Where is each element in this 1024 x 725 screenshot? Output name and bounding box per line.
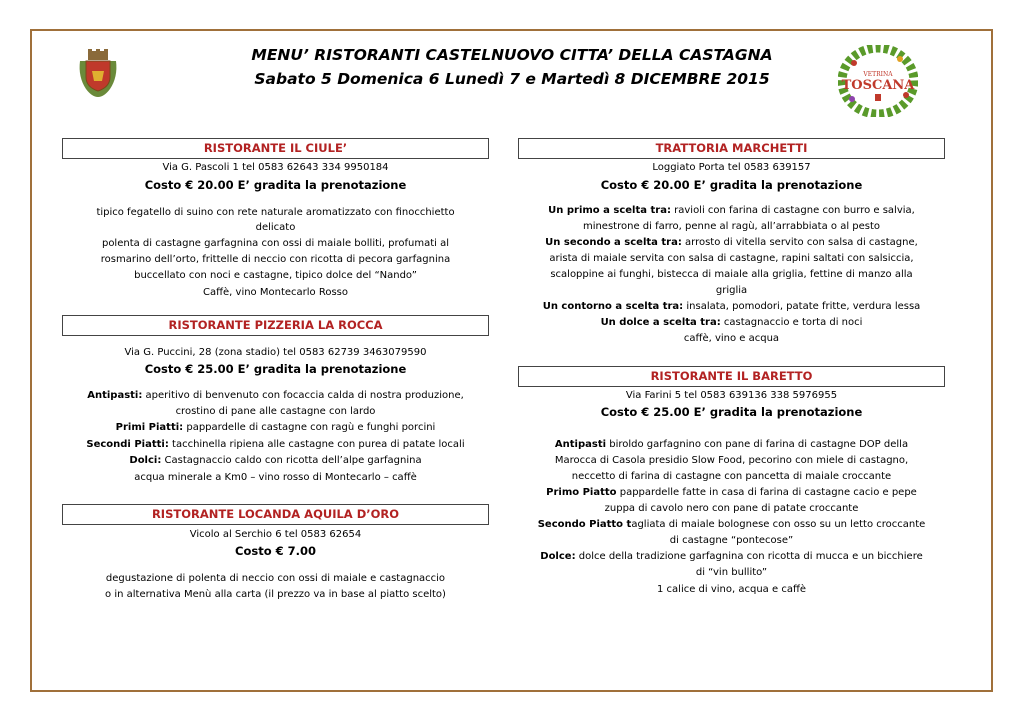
marchetti-contorno [518,299,945,314]
rocca-address: Via G. Puccini, 28 (zona stadio) tel 0583 62739 3463079590 [124,347,427,358]
baretto-antipasti-cont: neccetto di farina di castagne con pancetta di maiale croccante [571,471,892,482]
baretto-dolce [518,549,945,564]
rocca-primi-label: Primi Piatti: [115,422,184,433]
marchetti-primo [518,203,945,218]
rocca-antipasti-label: Antipasti: [87,390,143,401]
rocca-dolci [62,453,489,468]
rocca-last: acqua minerale a Km0 – vino rosso di Montecarlo – caffè [134,472,417,483]
baretto-dolce-label: Dolce: [540,551,576,562]
baretto-antipasti-label: Antipasti [554,439,607,450]
ciule-line: rosmarino dell’orto, frittelle di neccio con ricotta di pecora garfagnina [100,254,451,265]
aquila-line: o in alternativa Menù alla carta (il prezzo va in base al piatto scelto) [105,589,446,600]
marchetti-secondo-cont: griglia [715,285,748,296]
restaurant-header-marchetti: TRATTORIA MARCHETTI [518,138,945,159]
marchetti-dolce-label: Un dolce a scelta tra: [600,317,721,328]
rocca-antipasti [62,388,489,403]
marchetti-contorno-text: insalata, pomodori, patate fritte, verdura lessa [683,301,921,312]
marchetti-dolce-text: castagnaccio e torta di noci [720,317,863,328]
marchetti-secondo-label: Un secondo a scelta tra: [545,237,682,248]
page-title: MENU’ RISTORANTI CASTELNUOVO CITTA’ DELLA CASTAGNA [251,46,773,64]
aquila-cost: Costo € 7.00 [235,544,316,558]
baretto-secondo-text: agliata di maiale bolognese con osso su un letto croccante [631,519,926,530]
rocca-secondi-text: tacchinella ripiena alle castagne con purea di patate locali [168,439,465,450]
ciule-line: delicato [255,222,296,233]
ciule-line: polenta di castagne garfagnina con ossi di maiale bolliti, profumati al [101,238,450,249]
ciule-cost: Costo € 20.00 E’ gradita la prenotazione [144,178,407,192]
rocca-primi [62,420,489,435]
baretto-antipasti-cont: Marocca di Casola presidio Slow Food, pecorino con miele di castagno, [554,455,909,466]
baretto-antipasti-text: biroldo garfagnino con pane di farina di castagne DOP della [606,439,909,450]
marchetti-address: Loggiato Porta tel 0583 639157 [652,162,811,173]
page-subtitle: Sabato 5 Domenica 6 Lunedì 7 e Martedì 8 DICEMBRE 2015 [254,70,770,88]
restaurant-header-aquila: RISTORANTE LOCANDA AQUILA D’ORO [62,504,489,525]
ciule-address: Via G. Pascoli 1 tel 0583 62643 334 9950184 [162,162,389,173]
baretto-secondo-cont: di castagne “pontecose” [669,535,794,546]
rocca-cost: Costo € 25.00 E’ gradita la prenotazione [144,362,407,376]
baretto-antipasti [518,437,945,452]
baretto-dolce-text: dolce della tradizione garfagnina con ricotta di mucca e un bicchiere [575,551,923,562]
baretto-primo-label: Primo Piatto [546,487,617,498]
marchetti-dolce [518,315,945,330]
marchetti-primo-text: ravioli con farina di castagne con burro e salvia, [670,205,915,216]
baretto-secondo [518,517,945,532]
aquila-address: Vicolo al Serchio 6 tel 0583 62654 [189,529,362,540]
marchetti-cost: Costo € 20.00 E’ gradita la prenotazione [600,178,863,192]
rocca-antipasti-text: aperitivo di benvenuto con focaccia calda di nostra produzione, [142,390,464,401]
marchetti-secondo-cont: arista di maiale servita con salsa di castagne, rapini saltati con salsiccia, [549,253,914,264]
restaurant-header-rocca: RISTORANTE PIZZERIA LA ROCCA [62,315,489,336]
rocca-antipasti-cont: crostino di pane alle castagne con lardo [175,406,376,417]
marchetti-primo-cont: minestrone di farro, penne al ragù, all’arrabbiata o al pesto [582,221,881,232]
rocca-dolci-text: Castagnaccio caldo con ricotta dell’alpe garfagnina [161,455,422,466]
baretto-address: Via Farini 5 tel 0583 639136 338 5976955 [625,390,838,401]
rocca-secondi [62,437,489,452]
rocca-dolci-label: Dolci: [129,455,162,466]
baretto-primo-cont: zuppa di cavolo nero con pane di patate croccante [604,503,859,514]
ciule-line: tipico fegatello di suino con rete naturale aromatizzato con finocchietto [96,207,455,218]
restaurant-header-baretto: RISTORANTE IL BARETTO [518,366,945,387]
restaurant-header-ciule: RISTORANTE IL CIULE’ [62,138,489,159]
ciule-line: buccellato con noci e castagne, tipico dolce del “Nando” [134,270,417,281]
baretto-last: 1 calice di vino, acqua e caffè [657,584,806,595]
marchetti-secondo-text: arrosto di vitella servito con salsa di castagne, [681,237,918,248]
baretto-dolce-cont: di “vin bullito” [695,567,768,578]
marchetti-secondo [518,235,945,250]
rocca-primi-text: pappardelle di castagne con ragù e funghi porcini [183,422,436,433]
baretto-cost: Costo € 25.00 E’ gradita la prenotazione [600,405,863,419]
marchetti-primo-label: Un primo a scelta tra: [548,205,671,216]
baretto-secondo-label: Secondo Piatto t [537,519,632,530]
logo-small-text: VETRINA [863,71,893,78]
baretto-primo [518,485,945,500]
baretto-primo-text: pappardelle fatte in casa di farina di castagne cacio e pepe [616,487,917,498]
marchetti-secondo-cont: scaloppine ai funghi, bistecca di maiale alla griglia, fettine di manzo alla [550,269,913,280]
ciule-line: Caffè, vino Montecarlo Rosso [203,287,348,298]
logo-big-text: TOSCANA [841,78,915,93]
marchetti-last: caffè, vino e acqua [683,333,780,344]
aquila-line: degustazione di polenta di neccio con ossi di maiale e castagnaccio [105,573,446,584]
marchetti-contorno-label: Un contorno a scelta tra: [542,301,684,312]
rocca-secondi-label: Secondi Piatti: [86,439,169,450]
